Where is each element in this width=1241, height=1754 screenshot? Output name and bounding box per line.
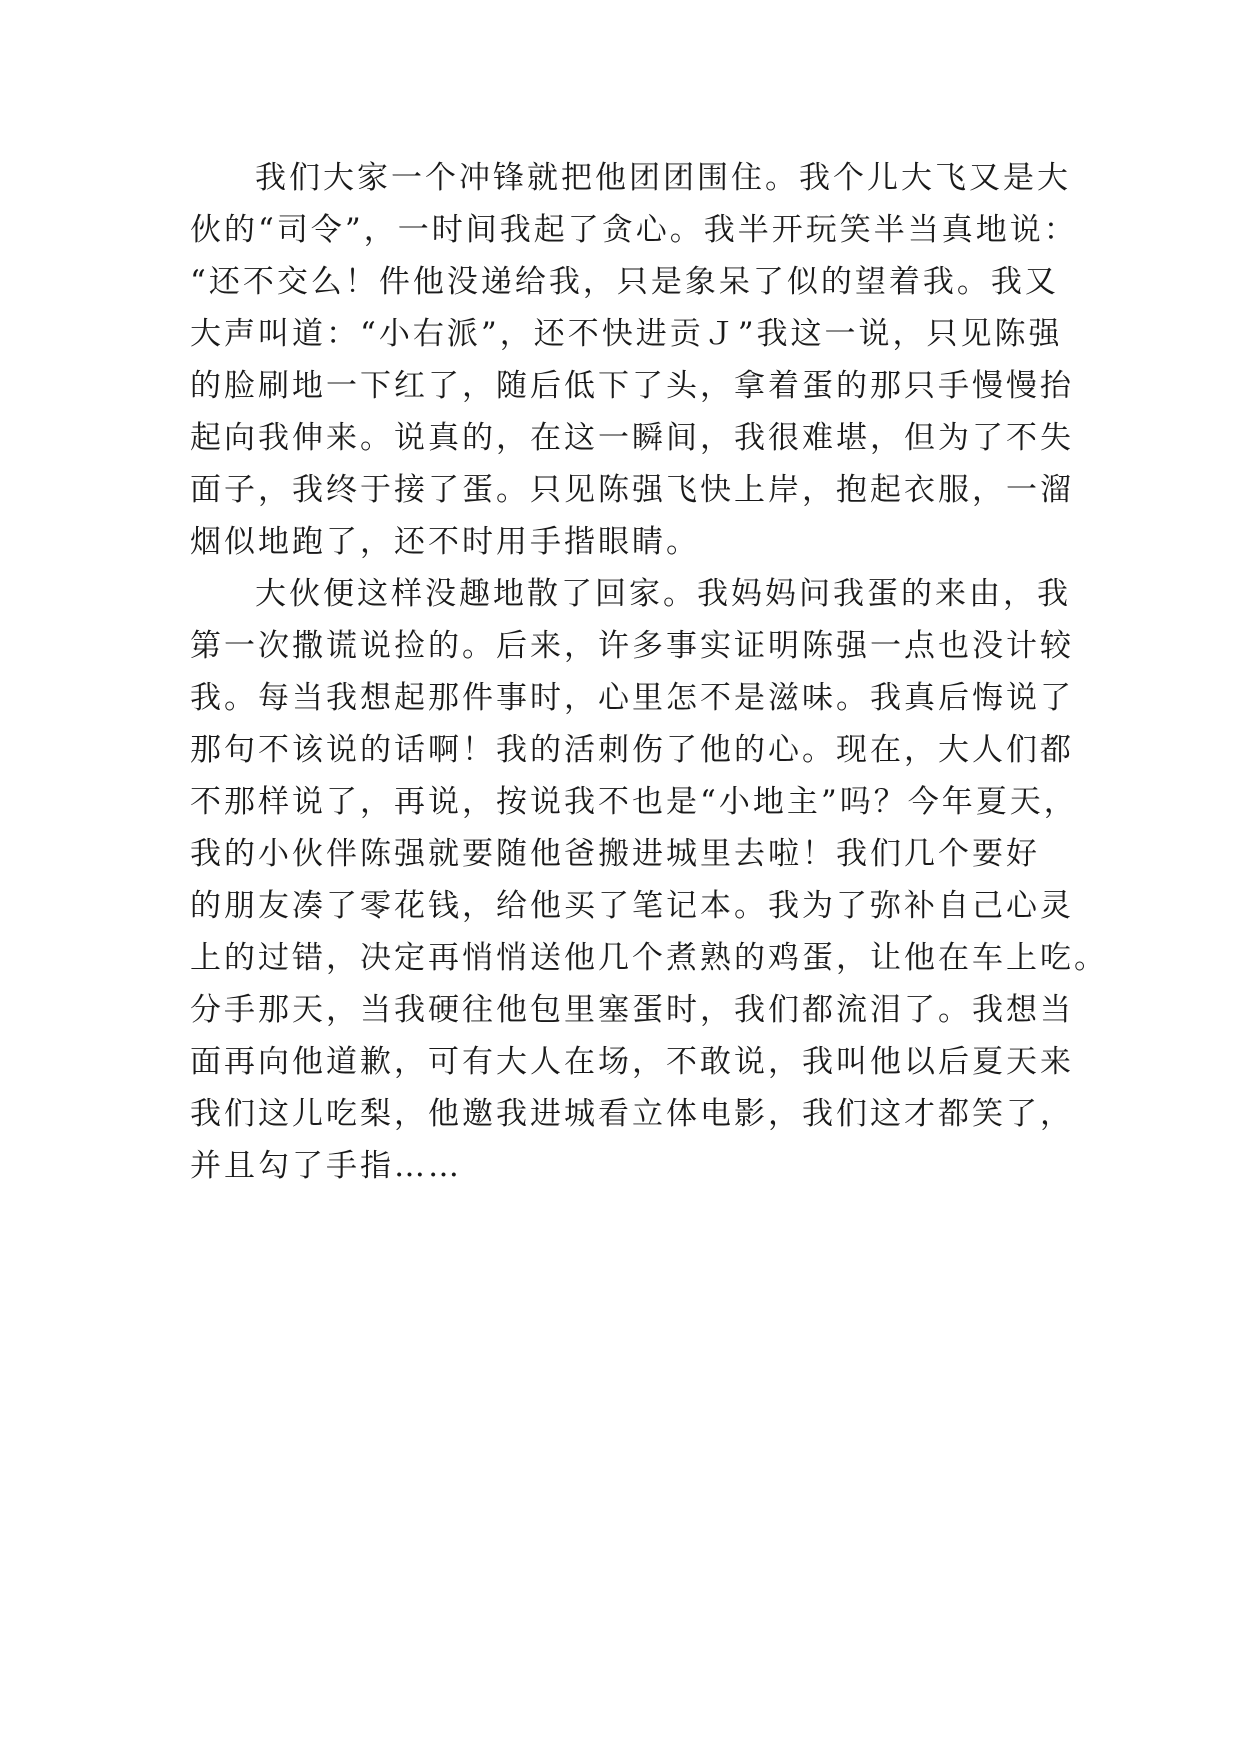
text-line: 起向我伸来。说真的，在这一瞬间，我很难堪，但为了不失 bbox=[190, 420, 1074, 456]
text-line: 分手那天，当我硬往他包里塞蛋时，我们都流泪了。我想当 bbox=[190, 992, 1074, 1028]
text-line: 我。每当我想起那件事时，心里怎不是滋味。我真后悔说了 bbox=[190, 680, 1074, 716]
text-line: 伙的“司令”，一时间我起了贪心。我半开玩笑半当真地说： bbox=[190, 212, 1078, 248]
text-line: 那句不该说的话啊！我的活刺伤了他的心。现在，大人们都 bbox=[190, 732, 1074, 768]
text-line: 的朋友凑了零花钱，给他买了笔记本。我为了弥补自己心灵 bbox=[190, 888, 1074, 924]
text-line: 大伙便这样没趣地散了回家。我妈妈问我蛋的来由，我 bbox=[255, 576, 1071, 612]
text-line: 烟似地跑了，还不时用手揩眼睛。 bbox=[190, 524, 700, 560]
text-line: 我们这儿吃梨，他邀我进城看立体电影，我们这才都笑了， bbox=[190, 1096, 1074, 1132]
text-line: “还不交么！件他没递给我，只是象呆了似的望着我。我又 bbox=[190, 264, 1059, 300]
text-line: 第一次撒谎说捡的。后来，许多事实证明陈强一点也没计较 bbox=[190, 628, 1074, 664]
text-line: 上的过错，决定再悄悄送他几个煮熟的鸡蛋，让他在车上吃。 bbox=[190, 940, 1108, 976]
text-line: 面子，我终于接了蛋。只见陈强飞快上岸，抱起衣服，一溜 bbox=[190, 472, 1074, 508]
text-line: 并且勾了手指…… bbox=[190, 1148, 462, 1184]
text-line: 不那样说了，再说，按说我不也是“小地主”吗？今年夏天， bbox=[190, 784, 1078, 820]
text-line: 我的小伙伴陈强就要随他爸搬进城里去啦！我们几个要好 bbox=[190, 836, 1040, 872]
text-line: 面再向他道歉，可有大人在场，不敢说，我叫他以后夏天来 bbox=[190, 1044, 1074, 1080]
text-line: 我们大家一个冲锋就把他团团围住。我个儿大飞又是大 bbox=[255, 160, 1071, 196]
text-line: 大声叫道：“小右派”，还不快进贡Ｊ”我这一说，只见陈强 bbox=[190, 316, 1063, 352]
text-line: 的脸刷地一下红了，随后低下了头，拿着蛋的那只手慢慢抬 bbox=[190, 368, 1074, 404]
